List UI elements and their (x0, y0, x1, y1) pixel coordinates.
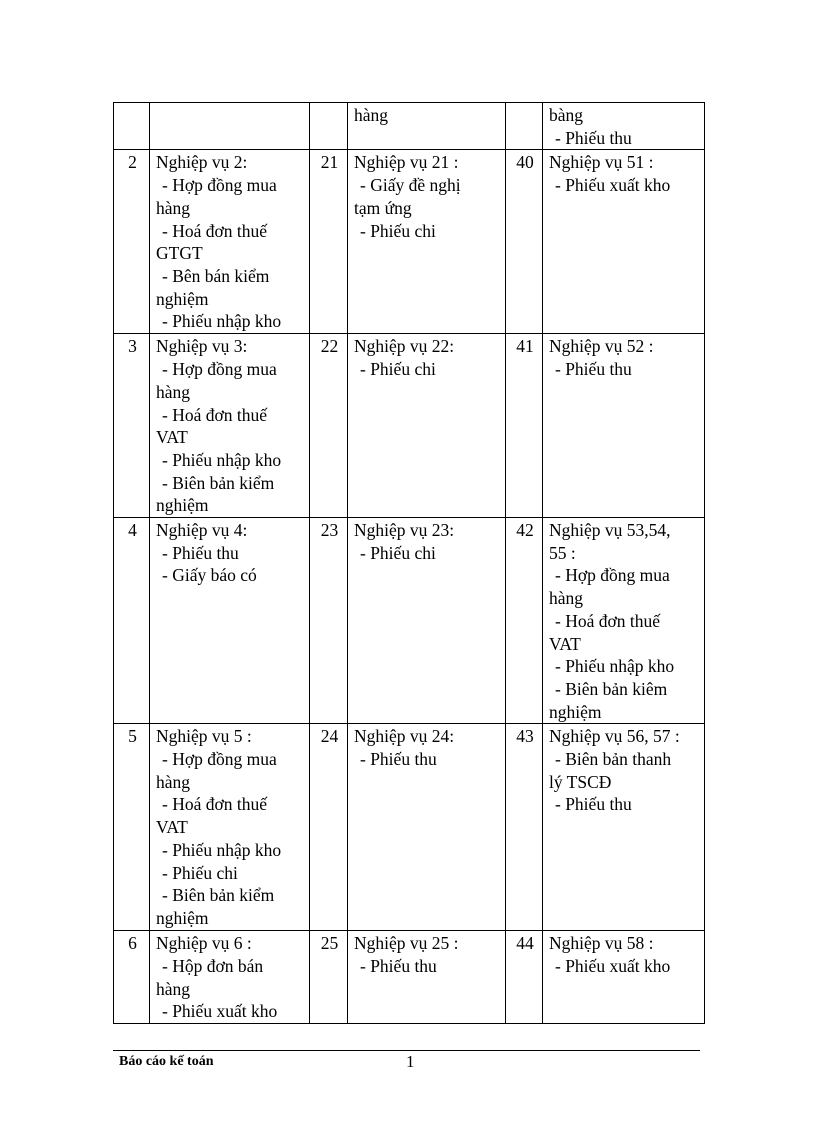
text-line: nghiệm (156, 495, 209, 516)
transaction-cell (150, 103, 310, 150)
row-number: 42 (516, 520, 534, 541)
document-item: - Phiếu thu (555, 359, 632, 380)
row-number-cell (114, 518, 150, 724)
row-number-cell (506, 931, 543, 1024)
text-line: VAT (156, 427, 188, 448)
document-item: - Hợp đồng mua (162, 359, 277, 380)
transaction-cell (543, 724, 705, 931)
document-item: - Phiếu chi (360, 220, 436, 241)
document-item: - Hoá đơn thuế (162, 220, 267, 241)
document-item: - Biên bản kiêm (555, 678, 668, 699)
row-number-cell (506, 103, 543, 150)
row-number: 6 (128, 933, 137, 954)
transaction-title: Nghiệp vụ 3: (156, 336, 248, 357)
row-number-cell (506, 518, 543, 724)
row-number-cell (310, 103, 348, 150)
transaction-title: Nghiệp vụ 4: (156, 520, 248, 541)
document-item: - Phiếu xuất kho (162, 1001, 278, 1022)
document-item: - Bên bán kiểm (162, 265, 270, 286)
row-number-cell (310, 724, 348, 931)
transaction-cell (348, 150, 506, 334)
document-item: - Hợp đồng mua (162, 175, 277, 196)
document-item: - Phiếu xuất kho (555, 175, 671, 196)
table-row (114, 724, 705, 931)
document-item: - Phiếu chi (162, 862, 238, 883)
row-number: 40 (516, 152, 534, 173)
document-item: - Phiếu nhập kho (162, 449, 282, 470)
transaction-title: Nghiệp vụ 52 : (549, 336, 654, 357)
document-item: - Hoá đơn thuế (555, 610, 660, 631)
document-table (113, 102, 705, 1024)
text-line: hàng (549, 588, 584, 609)
row-number-cell (114, 931, 150, 1024)
row-number-cell (310, 150, 348, 334)
row-number: 2 (128, 152, 137, 173)
text-line: nghiệm (156, 907, 209, 928)
text-line: VAT (549, 633, 581, 654)
table-row (114, 150, 705, 334)
document-item: - Phiếu thu (555, 127, 632, 148)
table-body (114, 103, 705, 1024)
row-number-cell (310, 931, 348, 1024)
transaction-cell (543, 103, 705, 150)
text-line: lý TSCĐ (549, 771, 612, 792)
row-number: 5 (128, 726, 137, 747)
footer-divider (113, 1050, 700, 1051)
transaction-cell (150, 334, 310, 518)
row-number: 44 (516, 933, 534, 954)
transaction-cell (543, 931, 705, 1024)
row-number-cell (310, 334, 348, 518)
row-number: 22 (320, 336, 339, 357)
text-line: bàng (549, 105, 584, 125)
transaction-cell (348, 103, 506, 150)
transaction-title: Nghiệp vụ 23: (354, 520, 455, 541)
text-line: hàng (156, 771, 191, 792)
document-item: - Phiếu nhập kho (162, 839, 282, 860)
text-line: hàng (354, 105, 389, 125)
text-line: GTGT (156, 243, 203, 264)
transaction-cell (348, 931, 506, 1024)
row-number: 25 (320, 933, 339, 954)
transaction-title: Nghiệp vụ 22: (354, 336, 455, 357)
row-number: 24 (320, 726, 339, 747)
document-item: - Biên bản kiểm (162, 885, 275, 906)
document-item: - Phiếu thu (162, 542, 239, 563)
row-number: 23 (320, 520, 339, 541)
document-item: - Phiếu nhập kho (162, 311, 282, 332)
document-item: - Phiếu xuất kho (555, 956, 671, 977)
table-row (114, 931, 705, 1024)
table-row (114, 518, 705, 724)
transaction-cell (150, 150, 310, 334)
row-number-cell (506, 724, 543, 931)
transaction-title: Nghiệp vụ 56, 57 : (549, 726, 680, 747)
text-line: nghiệm (156, 288, 209, 309)
row-number-cell (310, 518, 348, 724)
transaction-cell (348, 334, 506, 518)
document-item: - Hợp đồng mua (162, 749, 277, 770)
row-number-cell (114, 334, 150, 518)
document-item: - Biên bản thanh (555, 749, 672, 770)
row-number-cell (114, 103, 150, 150)
transaction-title: Nghiệp vụ 5 : (156, 726, 252, 747)
row-number-cell (506, 334, 543, 518)
document-item: - Phiếu nhập kho (555, 656, 675, 677)
table-row (114, 334, 705, 518)
transaction-title: Nghiệp vụ 21 : (354, 152, 459, 173)
row-number: 43 (516, 726, 534, 747)
document-item: - Hoá đơn thuế (162, 404, 267, 425)
footer-label: Báo cáo kế toán (119, 1054, 214, 1069)
transaction-cell (543, 334, 705, 518)
document-item: - Phiếu chi (360, 542, 436, 563)
document-item: - Hợp đồng mua (555, 565, 670, 586)
table-row (114, 103, 705, 150)
document-item: - Phiếu thu (360, 956, 437, 977)
transaction-title: Nghiệp vụ 6 : (156, 933, 252, 954)
document-item: - Phiếu chi (360, 359, 436, 380)
transaction-title: Nghiệp vụ 24: (354, 726, 455, 747)
transaction-cell (150, 518, 310, 724)
row-number: 41 (516, 336, 534, 357)
document-item: - Giấy đề nghị (360, 175, 461, 196)
page-number: 1 (406, 1052, 415, 1071)
text-line: hàng (156, 381, 191, 402)
transaction-title: Nghiệp vụ 2: (156, 152, 248, 173)
transaction-title: Nghiệp vụ 51 : (549, 152, 654, 173)
document-item: - Phiếu thu (555, 794, 632, 815)
row-number-cell (114, 724, 150, 931)
text-line: 55 : (549, 542, 576, 563)
text-line: hàng (156, 978, 191, 999)
document-item: - Phiếu thu (360, 749, 437, 770)
text-line: tạm ứng (354, 197, 412, 218)
document-item: - Hộp đơn bán (162, 956, 264, 977)
transaction-title: Nghiệp vụ 58 : (549, 933, 654, 954)
row-number-cell (114, 150, 150, 334)
text-line: hàng (156, 197, 191, 218)
transaction-cell (348, 518, 506, 724)
transaction-cell (543, 518, 705, 724)
transaction-cell (150, 724, 310, 931)
transaction-cell (150, 931, 310, 1024)
row-number: 4 (128, 520, 137, 541)
text-line: VAT (156, 817, 188, 838)
text-line: nghiệm (549, 701, 602, 722)
row-number: 3 (128, 336, 137, 357)
document-item: - Biên bản kiểm (162, 472, 275, 493)
document-item: - Hoá đơn thuế (162, 794, 267, 815)
transaction-cell (543, 150, 705, 334)
transaction-cell (348, 724, 506, 931)
transaction-title: Nghiệp vụ 53,54, (549, 520, 671, 541)
document-item: - Giấy báo có (162, 565, 257, 586)
row-number-cell (506, 150, 543, 334)
transaction-title: Nghiệp vụ 25 : (354, 933, 459, 954)
row-number: 21 (320, 152, 339, 173)
